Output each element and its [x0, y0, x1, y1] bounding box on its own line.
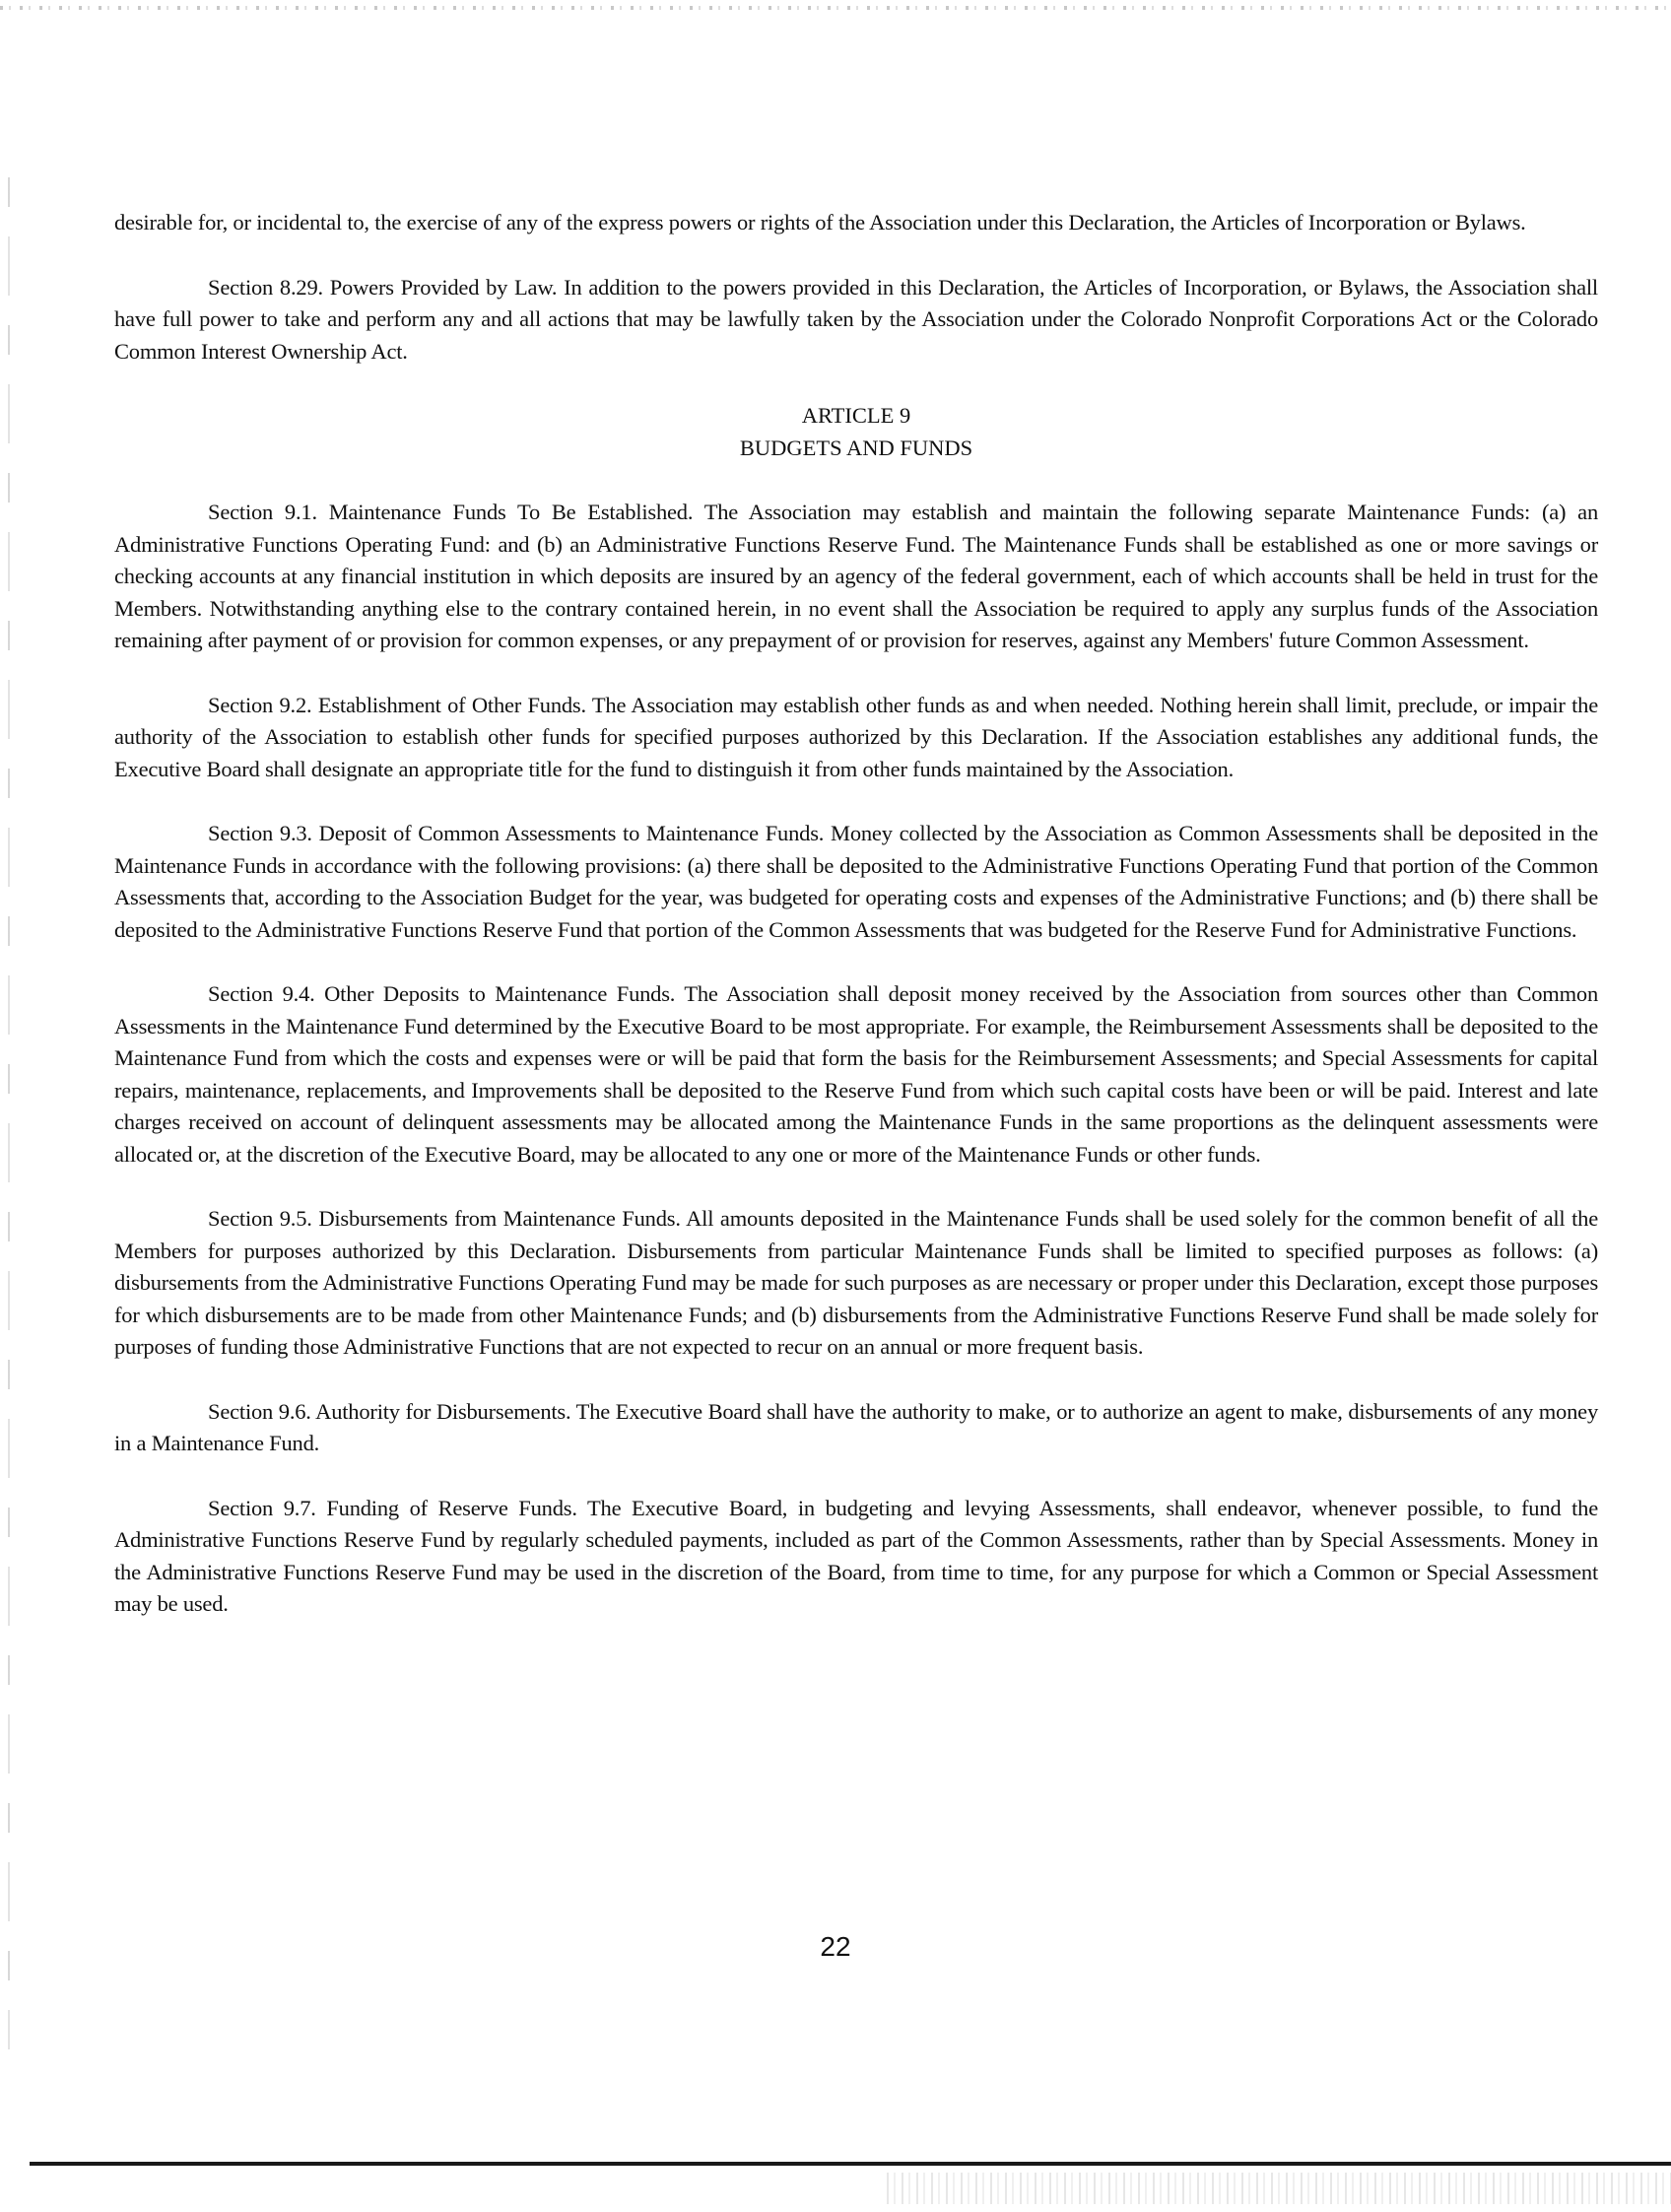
document-page [114, 207, 1598, 1653]
article-number: ARTICLE 9 [801, 403, 911, 428]
section-9-3: Section 9.3. Deposit of Common Assessments to Maintenance Funds. Money collected by the Association as Common Assessments shall be deposited in the Maintenance Funds in accordance with the following provisions: (a) there shall be deposited to the Administrative Functions Operating Fund that portion of the Common Assessments that, according to the Association Budget for the year, was budgeted for operating costs and expenses of the Administrative Functions; and (b) there shall be deposited to the Administrative Functions Reserve Fund that portion of the Common Assessments that was budgeted for the Reserve Fund for Administrative Functions. [114, 821, 1598, 942]
section-9-7: Section 9.7. Funding of Reserve Funds. The Executive Board, in budgeting and levying Assessments, shall endeavor, whenever possible, to fund the Administrative Functions Reserve Fund by regularly scheduled payments, included as part of the Common Assessments, rather than by Special Assessments. Money in the Administrative Functions Reserve Fund may be used in the discretion of the Board, from time to time, for any purpose for which a Common or Special Assessment may be used. [114, 1495, 1598, 1616]
scan-artifact-top [0, 6, 1671, 10]
scan-artifact-bottom-noise [887, 2173, 1671, 2204]
scan-artifact-left [8, 177, 10, 2049]
section-8-29: Section 8.29. Powers Provided by Law. In addition to the powers provided in this Declaration, the Articles of Incorporation, or Bylaws, the Association shall have full power to take and perform any and all actions that may be lawfully taken by the Association under the Colorado Nonprofit Corporations Act or the Colorado Common Interest Ownership Act. [114, 274, 1598, 364]
page-number: 22 [820, 1931, 851, 1962]
section-9-4: Section 9.4. Other Deposits to Maintenance Funds. The Association shall deposit money received by the Association from sources other than Common Assessments in the Maintenance Fund determined by the Executive Board to be most appropriate. For example, the Reimbursement Assessments shall be deposited to the Maintenance Fund from which the costs and expenses were or will be paid that form the basis for the Reimbursement Assessments; and Special Assessments for capital repairs, maintenance, replacements, and Improvements shall be deposited to the Reserve Fund from which such capital costs have been or will be paid. Interest and late charges received on account of delinquent assessments may be allocated among the Maintenance Funds in the same proportions as the delinquent assessments were allocated or, at the discretion of the Executive Board, may be allocated to any one or more of the Maintenance Funds or other funds. [114, 981, 1598, 1167]
section-9-5: Section 9.5. Disbursements from Maintenance Funds. All amounts deposited in the Maintenance Funds shall be used solely for the common benefit of all the Members for purposes authorized by this Declaration. Disbursements from particular Maintenance Funds shall be limited to specified purposes as follows: (a) disbursements from the Administrative Functions Operating Fund may be made for such purposes as are necessary or proper under this Declaration, except those purposes for which disbursements are to be made from other Maintenance Funds; and (b) disbursements from the Administrative Functions Reserve Fund shall be made solely for purposes of funding those Administrative Functions that are not expected to recur on an annual or more frequent basis. [114, 1206, 1598, 1359]
article-heading [114, 400, 1598, 464]
intro-paragraph: desirable for, or incidental to, the exercise of any of the express powers or rights of the Association under this Declaration, the Articles of Incorporation or Bylaws. [114, 210, 1526, 235]
section-9-2: Section 9.2. Establishment of Other Funds. The Association may establish other funds as and when needed. Nothing herein shall limit, preclude, or impair the authority of the Association to establish other funds for specified purposes authorized by this Declaration. If the Association establishes any additional funds, the Executive Board shall designate an appropriate title for the fund to distinguish it from other funds maintained by the Association. [114, 692, 1598, 781]
article-title: BUDGETS AND FUNDS [739, 435, 973, 460]
section-9-6: Section 9.6. Authority for Disbursements. The Executive Board shall have the authority to make, or to authorize an agent to make, disbursements of any money in a Maintenance Fund. [114, 1398, 1598, 1455]
section-9-1: Section 9.1. Maintenance Funds To Be Established. The Association may establish and maintain the following separate Maintenance Funds: (a) an Administrative Functions Operating Fund: and (b) an Administrative Functions Reserve Fund. The Maintenance Funds shall be established as one or more savings or checking accounts at any financial institution in which deposits are insured by an agency of the federal government, each of which accounts shall be held in trust for the Members. Notwithstanding anything else to the contrary contained herein, in no event shall the Association be required to apply any surplus funds of the Association remaining after payment of or provision for common expenses, or any prepayment of or provision for reserves, against any Members' future Common Assessment. [114, 500, 1598, 652]
scan-artifact-bottom-rule [30, 2162, 1671, 2166]
